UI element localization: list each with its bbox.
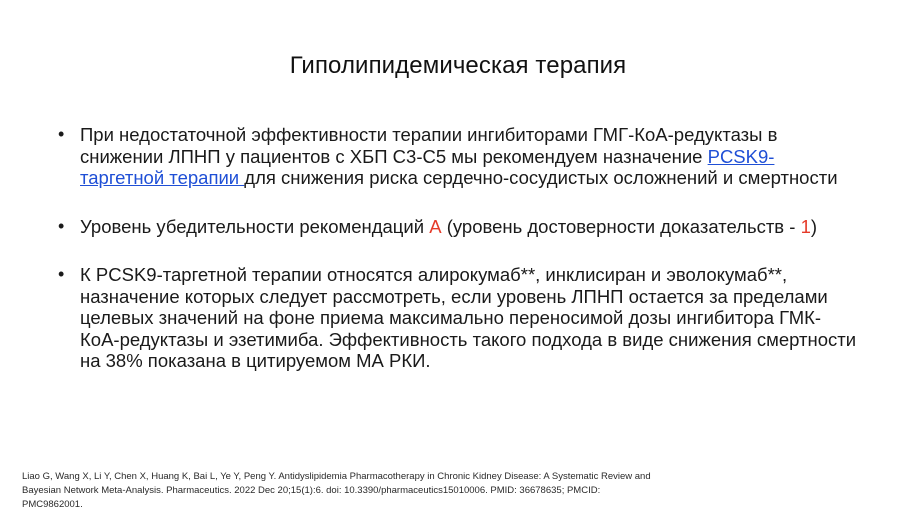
bullet-icon: • (58, 264, 65, 284)
pcsk9-therapy-link[interactable]: PCSK9-таргетной терапии (80, 145, 775, 188)
bullet-item-pcsk9-recommendation (58, 124, 858, 189)
bullet-icon: • (58, 215, 65, 236)
bullet-text: для снижения риска сердечно-сосудистых осложнений и смертности (244, 167, 838, 188)
reference-citation: Liao G, Wang X, Li Y, Chen X, Huang K, Bai L, Ye Y, Peng Y. Antidyslipidemia Pharmacotherapy in Chronic Kidney Disease: A Systematic Review and Bayesian Network Meta-Analysis. Pharmaceutics. 2022 Dec 20;15(1):6. doi: 10.3390/pharmaceutics15010006. PMID: 36678635; PMCID: PMC9862001. (22, 471, 651, 510)
bullet-text: При недостаточной эффективности терапии ингибиторами ГМГ-КоА-редуктазы в снижении ЛПНП у пациентов с ХБП С3-С5 мы рекомендуем назначение (80, 124, 778, 167)
bullet-text: К PCSK9-таргетной терапии относятся алирокумаб**, инклисиран и эволокумаб**, назначение которых следует рассмотреть, если уровень ЛПНП остается за пределами целевых значений на фоне приема максимально переносимой дозы ингибитора ГМК-КоА-редуктазы и эзетимиба. Эффективность такого подхода в виде снижения смертности на 38% показана в цитируемом МА РКИ. (80, 264, 857, 371)
recommendation-grade: А (429, 215, 442, 237)
bullet-icon: • (58, 124, 65, 144)
bullet-text: (уровень достоверности доказательств - (441, 215, 801, 237)
bullet-item-evidence-level (58, 216, 858, 238)
evidence-level: 1 (800, 215, 811, 237)
bullet-item-pcsk9-drugs (58, 264, 858, 372)
bullet-text: Уровень убедительности рекомендаций (80, 215, 430, 237)
bullet-list (58, 124, 858, 372)
bullet-text: ) (810, 215, 818, 237)
slide-title: Гиполипидемическая терапия (289, 52, 627, 79)
